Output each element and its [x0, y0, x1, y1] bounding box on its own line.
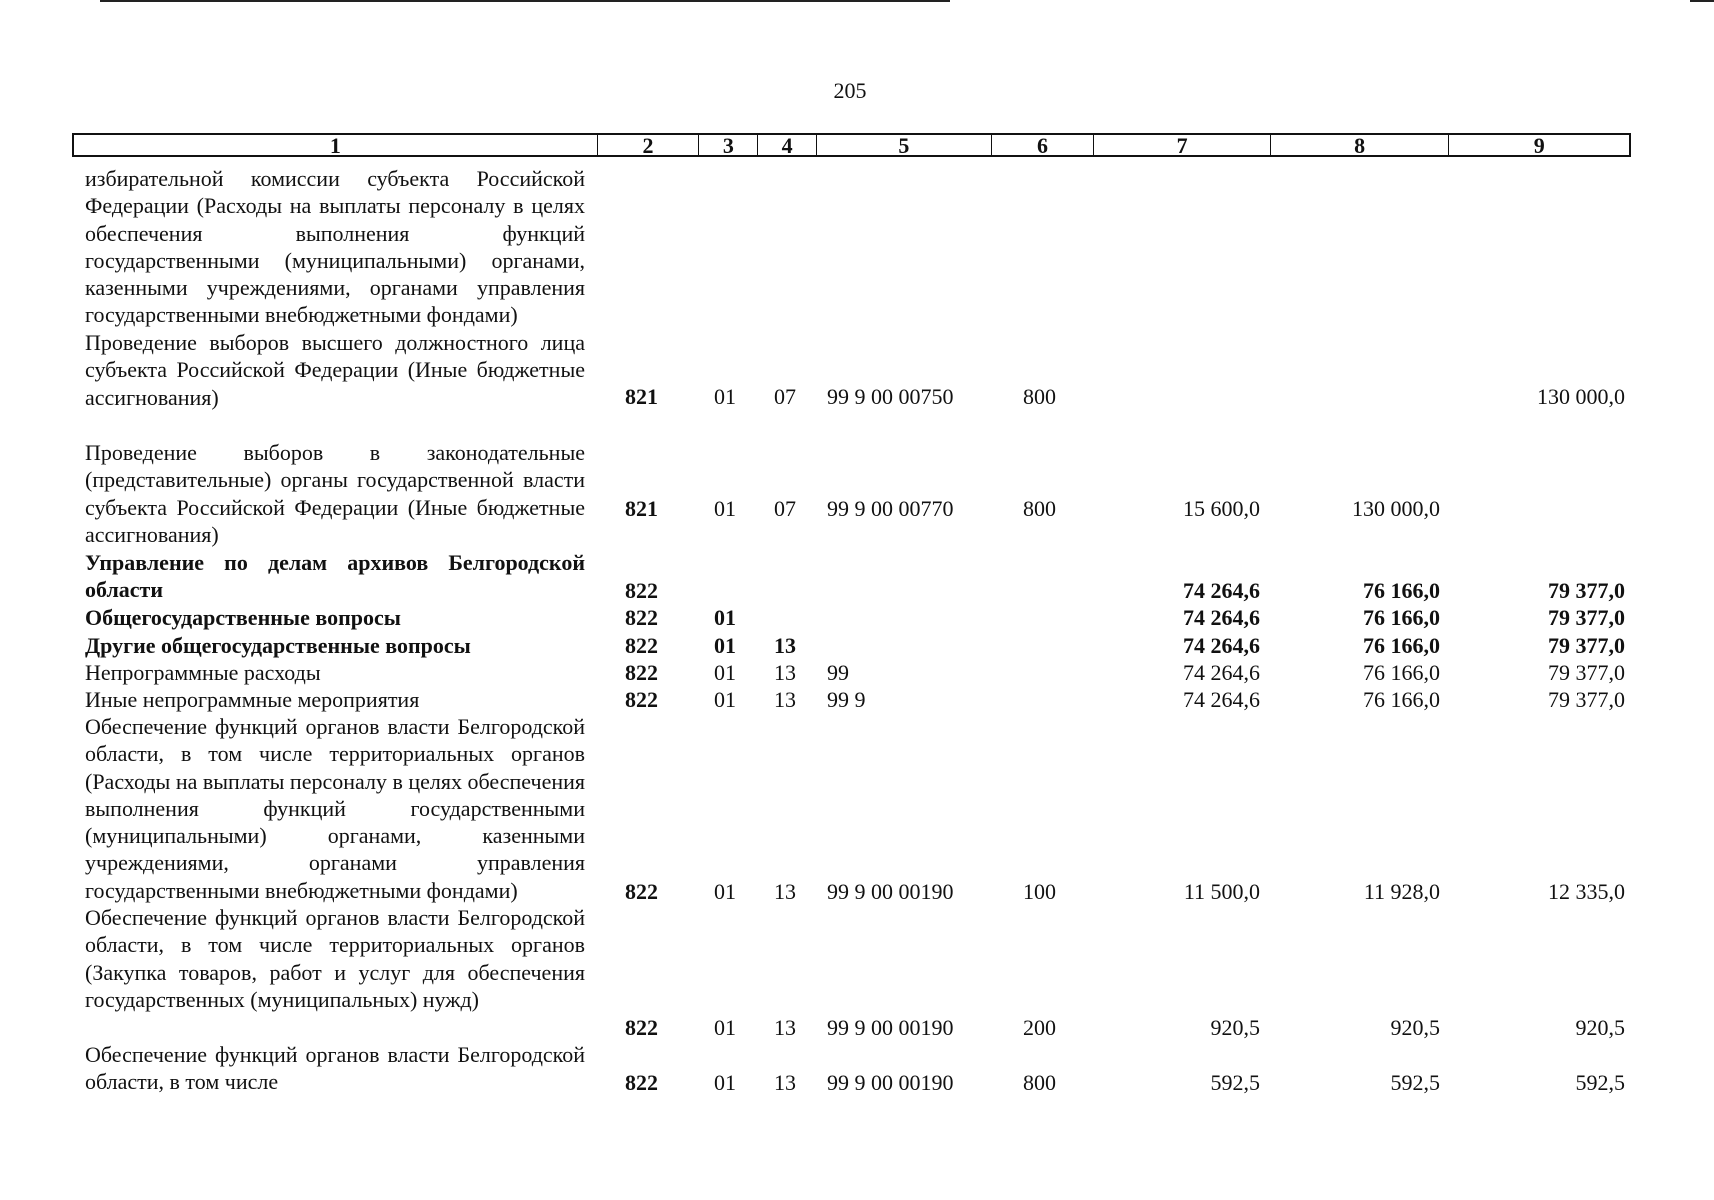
cell-col-3: 01	[714, 879, 736, 904]
cell-col-7: 920,5	[1210, 1015, 1260, 1040]
table-row	[0, 1041, 1714, 1096]
cell-col-7: 74 264,6	[1183, 633, 1260, 658]
cell-col-3: 01	[714, 1015, 736, 1040]
table-row	[0, 904, 1714, 1041]
cell-col-2: 821	[625, 496, 658, 521]
cell-col-2: 822	[625, 879, 658, 904]
row-description: Проведение выборов высшего должностного лица субъекта Российской Федерации (Иные бюджетные ассигнования)	[85, 330, 585, 410]
cell-col-4: 07	[774, 496, 796, 521]
cell-col-8: 592,5	[1390, 1070, 1440, 1095]
cell-col-7: 74 264,6	[1183, 660, 1260, 685]
cell-col-5: 99 9 00 00190	[827, 1070, 954, 1095]
row-description: Иные непрограммные мероприятия	[85, 687, 420, 712]
cell-col-9: 12 335,0	[1548, 879, 1625, 904]
table-row	[0, 713, 1714, 904]
cell-col-7: 11 500,0	[1183, 879, 1260, 904]
table-row	[0, 632, 1714, 659]
cell-col-2: 822	[625, 660, 658, 685]
page-number: 205	[833, 78, 867, 103]
cell-col-4: 13	[774, 660, 796, 685]
cell-col-5: 99	[827, 660, 849, 685]
cell-col-2: 822	[625, 687, 658, 712]
cell-col-5: 99 9	[827, 687, 866, 712]
cell-col-8: 76 166,0	[1363, 578, 1440, 603]
scan-top-rule	[1690, 0, 1714, 2]
table-row	[0, 549, 1714, 604]
table-row	[0, 329, 1714, 439]
cell-col-8: 920,5	[1390, 1015, 1440, 1040]
cell-col-3: 01	[714, 1070, 736, 1095]
cell-col-7: 74 264,6	[1183, 687, 1260, 712]
row-description: Общегосударственные вопросы	[85, 605, 401, 630]
cell-col-3: 01	[714, 605, 736, 630]
cell-col-3: 01	[714, 496, 736, 521]
cell-col-6: 800	[1023, 496, 1056, 521]
header-col-1: 1	[74, 135, 598, 155]
cell-col-4: 13	[774, 1015, 796, 1040]
table-row	[0, 165, 1714, 329]
row-description: Обеспечение функций органов власти Белгородской области, в том числе	[85, 1042, 585, 1095]
cell-col-9: 79 377,0	[1548, 605, 1625, 630]
cell-col-7: 592,5	[1210, 1070, 1260, 1095]
table-row	[0, 686, 1714, 713]
row-description: Обеспечение функций органов власти Белгородской области, в том числе территориальных органов (Закупка товаров, работ и услуг для обеспечения государственных (муниципальных) нужд)	[85, 905, 585, 1012]
cell-col-7: 15 600,0	[1183, 496, 1260, 521]
cell-col-5: 99 9 00 00750	[827, 384, 954, 409]
cell-col-9: 79 377,0	[1548, 578, 1625, 603]
header-col-6: 6	[992, 135, 1095, 155]
cell-col-3: 01	[714, 687, 736, 712]
table-row	[0, 439, 1714, 549]
cell-col-8: 76 166,0	[1363, 687, 1440, 712]
cell-col-8: 76 166,0	[1363, 660, 1440, 685]
cell-col-6: 100	[1023, 879, 1056, 904]
row-description: Непрограммные расходы	[85, 660, 321, 685]
cell-col-9: 79 377,0	[1548, 633, 1625, 658]
cell-col-9: 130 000,0	[1537, 384, 1625, 409]
scan-top-rule	[100, 0, 950, 2]
row-description: Обеспечение функций органов власти Белгородской области, в том числе территориальных органов (Расходы на выплаты персоналу в целях обеспечения выполнения функций государственными (муниципальными) органами, казенными учреждениями, органами управления государственными внебюджетными фондами)	[85, 714, 585, 903]
cell-col-9: 920,5	[1575, 1015, 1625, 1040]
cell-col-6: 800	[1023, 1070, 1056, 1095]
cell-col-6: 200	[1023, 1015, 1056, 1040]
header-col-2: 2	[598, 135, 700, 155]
cell-col-2: 821	[625, 384, 658, 409]
cell-col-9: 592,5	[1575, 1070, 1625, 1095]
table-row	[0, 659, 1714, 686]
cell-col-7: 74 264,6	[1183, 605, 1260, 630]
cell-col-5: 99 9 00 00190	[827, 1015, 954, 1040]
header-col-8: 8	[1271, 135, 1450, 155]
cell-col-4: 13	[774, 633, 796, 658]
header-col-9: 9	[1533, 133, 1545, 158]
cell-col-4: 13	[774, 879, 796, 904]
cell-col-2: 822	[625, 1015, 658, 1040]
cell-col-2: 822	[625, 633, 658, 658]
cell-col-4: 13	[774, 1070, 796, 1095]
header-col-7: 7	[1094, 135, 1271, 155]
table-row	[0, 604, 1714, 632]
header-col-5: 5	[817, 135, 992, 155]
row-description: Другие общегосударственные вопросы	[85, 633, 471, 658]
cell-col-2: 822	[625, 605, 658, 630]
row-description: избирательной комиссии субъекта Российской Федерации (Расходы на выплаты персоналу в целях обеспечения выполнения функций государственными (муниципальными) органами, казенными учреждениями, органами управления государственными внебюджетными фондами)	[85, 166, 585, 328]
cell-col-4: 07	[774, 384, 796, 409]
cell-col-8: 76 166,0	[1363, 633, 1440, 658]
cell-col-3: 01	[714, 660, 736, 685]
cell-col-8: 76 166,0	[1363, 605, 1440, 630]
header-col-4: 4	[758, 135, 817, 155]
row-description: Проведение выборов в законодательные (представительные) органы государственной власти субъекта Российской Федерации (Иные бюджетные ассигнования)	[85, 440, 585, 547]
cell-col-6: 800	[1023, 384, 1056, 409]
cell-col-7: 74 264,6	[1183, 578, 1260, 603]
cell-col-3: 01	[714, 633, 736, 658]
cell-col-8: 11 928,0	[1363, 879, 1440, 904]
cell-col-2: 822	[625, 1070, 658, 1095]
cell-col-9: 79 377,0	[1548, 660, 1625, 685]
row-description: Управление по делам архивов Белгородской области	[85, 550, 585, 603]
table-header	[72, 133, 1631, 157]
cell-col-9: 79 377,0	[1548, 687, 1625, 712]
cell-col-4: 13	[774, 687, 796, 712]
cell-col-3: 01	[714, 384, 736, 409]
header-col-3: 3	[699, 135, 758, 155]
cell-col-5: 99 9 00 00770	[827, 496, 954, 521]
cell-col-5: 99 9 00 00190	[827, 879, 954, 904]
cell-col-2: 822	[625, 578, 658, 603]
cell-col-8: 130 000,0	[1352, 496, 1440, 521]
